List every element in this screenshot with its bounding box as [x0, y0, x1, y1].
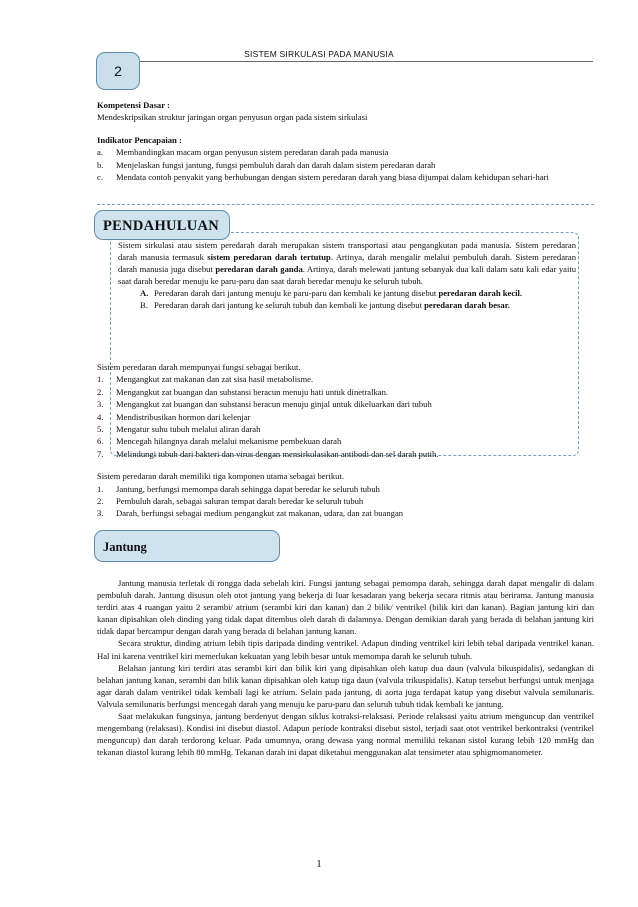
list-item: [97, 423, 594, 435]
list-marker: c.: [97, 172, 103, 183]
jantung-paragraph: Jantung manusia terletak di rongga dada sebelah kiri. Fungsi jantung sebagai pemompa darah, sehingga darah dapat mengalir di dalam pembuluh darah. Jantung disusun oleh otot jantung yang bekerja di luar kesadaran yang bekerja secara ritmis atau berirama. Jantung manusia terdiri atas 4 ruangan yaitu 2 serambi/ atrium (serambi kiri dan kanan) dan 2 bilik/ ventrikel (bilik kiri dan kanan). Bagian jantung kiri dan kanan dipisahkan oleh dinding yang tidak dapat ditembus oleh darah di dalamnya. Dengan demikian darah yang berada di belahan jantung kiri tidak dapat bercampur dengan darah yang berada di belahan jantung kanan.: [97, 578, 594, 637]
list-marker: a.: [97, 147, 103, 158]
list-text: Mengangkut zat makanan dan zat sisa hasil metabolisme.: [116, 374, 314, 385]
chapter-number-badge: [96, 52, 140, 90]
list-text: Mendata contoh penyakit yang berhubungan dengan sistem peredaran darah yang biasa dijumpai dalam kehidupan sehari-hari: [116, 172, 549, 183]
kompetensi-text: Mendeskripsikan struktur jaringan organ penyusun organ pada sistem sirkulasi: [97, 112, 368, 123]
intro-item-marker: B.: [140, 299, 148, 310]
intro-text-1: Sistem sirkulasi atau sistem peredarah darah merupakan sistem transportasi atau pengangkutan pada manusia. Sistem peredaran darah manusia termasuk: [118, 240, 576, 262]
list-marker: b.: [97, 159, 104, 170]
list-marker: 1.: [97, 483, 104, 494]
intro-item-b: [140, 300, 576, 312]
list-text: Mendistribusikan hormon dari kelenjar: [116, 411, 251, 422]
components-intro: Sistem peredaran darah memiliki tiga komponen utama sebagai berikut.: [97, 471, 344, 482]
list-marker: 4.: [97, 411, 104, 422]
list-item: [97, 398, 594, 410]
kompetensi-heading: Kompetensi Dasar :: [97, 100, 170, 110]
list-text: Jantung, berfungsi memompa darah sehingga dapat beredar ke seluruh tubuh: [116, 483, 380, 494]
list-text: Membandingkan macam organ penyusun sistem peredaran darah pada manusia: [116, 147, 389, 158]
list-item: [97, 159, 594, 171]
list-item: [97, 386, 594, 398]
indikator-heading: Indikator Pencapaian :: [97, 134, 182, 145]
functions-intro: Sistem peredaran darah mempunyai fungsi sebagai berikut.: [97, 362, 301, 372]
header-rule: [98, 61, 593, 62]
intro-item-marker: A.: [140, 287, 149, 298]
competency-section: [97, 99, 594, 183]
list-marker: 6.: [97, 436, 104, 447]
intro-bold-2: peredaran darah ganda: [215, 263, 303, 274]
intro-item-bold: peredaran darah kecil.: [438, 287, 523, 298]
list-text: Mengangkut zat buangan dan substansi beracun menuju hati untuk dinetralkan.: [116, 386, 389, 397]
header-title: SISTEM SIRKULASI PADA MANUSIA: [244, 49, 394, 59]
list-text: Darah, berfungsi sebagai medium pengangkut zat makanan, udara, dan zat buangan: [116, 508, 404, 519]
intro-paragraph: [118, 240, 576, 311]
functions-section: [97, 361, 594, 520]
jantung-paragraph: Secara struktur, dinding atrium lebih tipis daripada dinding ventrikel. Adapun dinding ventrikel kiri lebih tebal daripada ventrikel kanan. Hal ini karena ventrikel kiri memerlukan kekuatan yang lebih besar untuk memompa darah ke seluruh tubuh.: [97, 638, 594, 661]
jantung-paragraph: Belahan jantung kiri terdiri atas serambi kiri dan bilik kiri yang dipisahkan oleh katup dua daun (valvula bikuspidalis), sedangkan di belahan jantung kanan, serambi dan bilik kanan dipisahkan oleh katup tiga daun (valvula trikuspidalis). Katup tersebut berfungsi untuk menjaga agar darah dalam ventrikel tidak kembali lagi ke atrium. Selain pada jantung, di aorta juga terdapat katup yang disebut valvula semilunaris. Valvula semilunaris berfungsi mencegah darah yang menuju ke paru-paru dan seluruh tubuh tidak kembali ke jantung.: [97, 662, 594, 709]
list-item: [97, 483, 594, 495]
intro-item-text: Peredaran darah dari jantung menuju ke paru-paru dan kembali ke jantung disebut: [154, 287, 439, 298]
list-item: [97, 448, 594, 460]
jantung-heading: Jantung: [94, 530, 280, 562]
list-item: [97, 146, 594, 158]
list-item: [97, 171, 594, 183]
list-marker: 2.: [97, 496, 104, 507]
list-text: Mengatur suhu tubuh melalui aliran darah: [116, 424, 261, 435]
page-number: 1: [316, 858, 322, 870]
intro-text-2: . Artinya, darah mengalir melalui pembuluh darah. Sistem peredaran darah manusia juga disebut: [118, 251, 576, 274]
list-text: Mencegah hilangnya darah melalui mekanisme pembekuan darah: [116, 436, 342, 447]
intro-bold-1: sistem peredaran darah tertutup: [207, 251, 331, 262]
list-marker: 2.: [97, 386, 104, 397]
list-text: Melindungi tubuh dari bakteri dan virus dengan mensirkulasikan antibodi dan sel darah putih.: [116, 448, 439, 459]
list-marker: 3.: [97, 508, 104, 519]
list-item: [97, 411, 594, 423]
list-marker: 5.: [97, 424, 104, 435]
list-item: [97, 373, 594, 385]
list-marker: 3.: [97, 399, 104, 410]
pendahuluan-heading: PENDAHULUAN: [94, 210, 230, 240]
list-marker: 7.: [97, 448, 104, 459]
list-marker: 1.: [97, 374, 104, 385]
list-item: [97, 435, 594, 447]
section-divider: [97, 204, 594, 205]
list-text: Menjelaskan fungsi jantung, fungsi pembuluh darah dan darah dalam sistem peredaran darah: [116, 159, 436, 170]
jantung-paragraph: Saat melakukan fungsinya, jantung berdenyut dengan siklus kotraksi-relaksasi. Periode relaksasi yaitu atrium menguncup dan ventrikel mengembang (relaksasi). Kondisi ini disebut diastol. Adapun periode kontraksi disebut sistol, terjadi saat otot ventrikel berkontraksi (ventrikel menguncup) dan darah terdorong keluar. Pada umumnya, orang dewasa yang normal memiliki tekanan sistol kurang lebih 120 mmHg dan tekanan diastol kurang lebih 80 mmHg. Tekanan darah ini dapat diketahui menggunakan alat tensimeter atau sphigmomanometer.: [97, 711, 594, 758]
jantung-section: [97, 577, 594, 758]
chapter-number: 2: [114, 63, 122, 79]
list-text: Mengangkut zat buangan dan substansi beracun menuju ginjal untuk dikeluarkan dari tubuh: [116, 399, 432, 410]
intro-item-text: Peredaran darah dari jantung ke seluruh tubuh dan kembali ke jantung disebut: [154, 299, 425, 310]
intro-item-bold: peredaran darah besar.: [424, 299, 510, 310]
intro-text-3: . Artinya, darah melewati jantung sebanyak dua kali dalam satu kali edar yaitu saat darah beredar menuju ke paru-paru dan saat darah beredar menuju ke seluruh tubuh.: [118, 263, 577, 286]
intro-item-a: [140, 288, 576, 300]
list-item: [97, 495, 594, 507]
list-text: Pembuluh darah, sebagai saluran tempat darah beredar ke seluruh tubuh: [116, 496, 364, 507]
list-item: [97, 507, 594, 519]
